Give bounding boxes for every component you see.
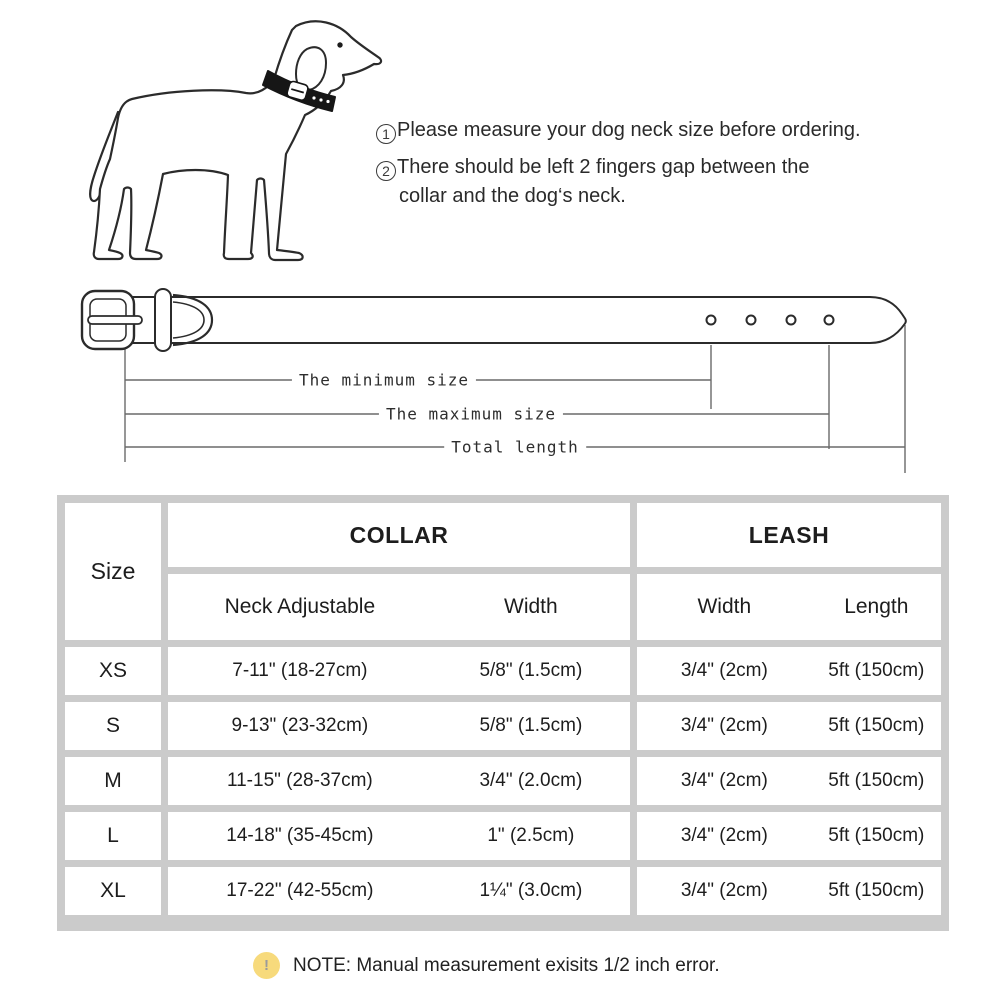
collar-neck-header: Neck Adjustable xyxy=(224,595,376,618)
leash-width-value: 3/4" (2cm) xyxy=(680,825,768,846)
note-row xyxy=(253,952,720,979)
belt-hole xyxy=(787,316,796,325)
circled-number-2-icon: 2 xyxy=(376,161,396,181)
belt-hole xyxy=(825,316,834,325)
neck-value: 7-11" (18-27cm) xyxy=(232,660,368,681)
collar-width-value: 5/8" (1.5cm) xyxy=(479,715,583,736)
belt-prong xyxy=(88,316,142,324)
leash-length-value: 5ft (150cm) xyxy=(828,715,925,736)
collar-width-value: 3/4" (2.0cm) xyxy=(479,770,583,791)
table-row-collar xyxy=(168,867,630,915)
dog-illustration xyxy=(60,8,400,280)
table-row-leash xyxy=(637,757,941,805)
table-row-size: M xyxy=(65,757,161,805)
belt-hole xyxy=(747,316,756,325)
table-row-leash xyxy=(637,812,941,860)
note-text: NOTE: Manual measurement exisits 1/2 inch error. xyxy=(293,954,720,976)
leash-length-value: 5ft (150cm) xyxy=(828,825,925,846)
leash-width-value: 3/4" (2cm) xyxy=(680,880,768,901)
table-row-size: XL xyxy=(65,867,161,915)
max-size-label: The maximum size xyxy=(379,405,563,424)
table-row-collar xyxy=(168,757,630,805)
belt-hole xyxy=(707,316,716,325)
leash-group-header: LEASH xyxy=(637,503,941,567)
total-length-label: Total length xyxy=(444,438,586,457)
table-row-leash xyxy=(637,867,941,915)
min-size-label: The minimum size xyxy=(292,371,476,390)
instruction-2 xyxy=(376,156,810,181)
table-row-leash xyxy=(637,647,941,695)
size-column-header: Size xyxy=(65,503,161,640)
collar-width-header: Width xyxy=(504,595,558,618)
leash-length-header: Length xyxy=(844,595,909,618)
warning-icon: ! xyxy=(253,952,280,979)
leash-width-header: Width xyxy=(697,595,752,618)
dog-body xyxy=(94,21,381,260)
instruction-2-text-line2: collar and the dog‘s neck. xyxy=(399,185,626,207)
leash-width-value: 3/4" (2cm) xyxy=(680,715,768,736)
table-row-collar xyxy=(168,812,630,860)
table-row-size: S xyxy=(65,702,161,750)
leash-width-value: 3/4" (2cm) xyxy=(680,770,768,791)
instruction-1 xyxy=(376,119,861,144)
table-row-collar xyxy=(168,647,630,695)
leash-length-value: 5ft (150cm) xyxy=(828,880,925,901)
collar-width-value: 1¼" (3.0cm) xyxy=(479,880,583,901)
leash-length-value: 5ft (150cm) xyxy=(828,660,925,681)
table-row-size: L xyxy=(65,812,161,860)
leash-subheaders xyxy=(637,574,941,640)
leash-length-value: 5ft (150cm) xyxy=(828,770,925,791)
collar-width-value: 1" (2.5cm) xyxy=(487,825,575,846)
instruction-2-wrap xyxy=(376,185,626,208)
collar-width-value: 5/8" (1.5cm) xyxy=(479,660,583,681)
table-row-size: XS xyxy=(65,647,161,695)
neck-value: 11-15" (28-37cm) xyxy=(226,770,373,791)
neck-value: 17-22" (42-55cm) xyxy=(226,880,374,901)
dog-eye xyxy=(337,42,342,47)
collar-subheaders xyxy=(168,574,630,640)
circled-number-1-icon: 1 xyxy=(376,124,396,144)
table-row-collar xyxy=(168,702,630,750)
size-table xyxy=(57,495,949,931)
neck-value: 9-13" (23-32cm) xyxy=(231,715,369,736)
leash-width-value: 3/4" (2cm) xyxy=(680,660,768,681)
instruction-2-text: There should be left 2 fingers gap between the xyxy=(397,156,810,178)
table-row-leash xyxy=(637,702,941,750)
collar-group-header: COLLAR xyxy=(168,503,630,567)
instruction-1-text: Please measure your dog neck size before ordering. xyxy=(397,119,861,141)
neck-value: 14-18" (35-45cm) xyxy=(226,825,374,846)
belt-keeper xyxy=(155,289,171,351)
